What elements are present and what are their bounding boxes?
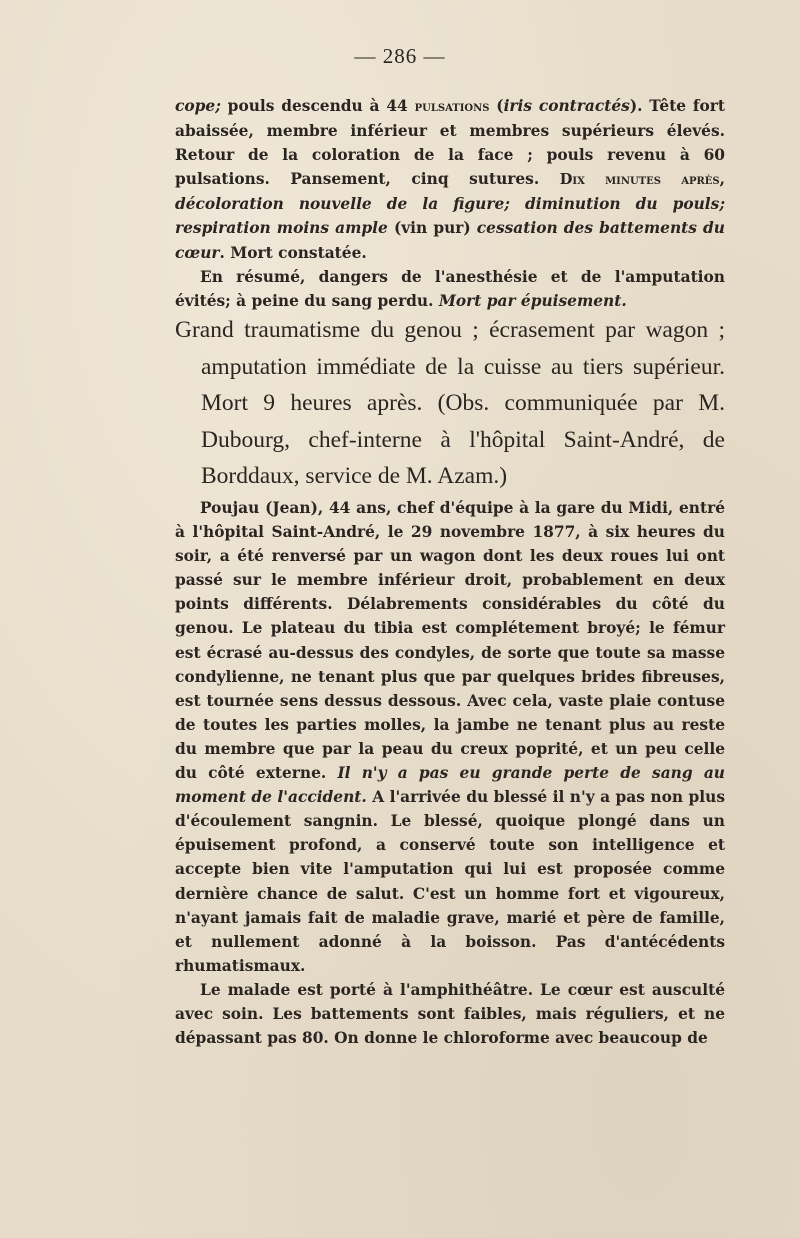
observation-heading: Grand traumatisme du genou ; écrasement par wagon ; amputation immédiate de la cuisse au tiers supérieur. Mort 9 heures après. (Obs. communiquée par M. Dubourg, chef-interne à l'hôpital Saint-André, de Borddaux, service de M. Azam.)	[175, 317, 725, 489]
text-italic: décoloration nouvelle de la figure; diminution du pouls; respiration moins ample	[175, 195, 725, 238]
text-run: A l'arrivée du blessé il n'y a pas non plus d'écoulement sangnin. Le blessé, quoique plongé dans un épuisement profond, a conservé toute son intelligence et accepte bien vite l'amputation qui lui est proposée comme dernière chance de salut. C'est un homme fort et vigoureux, n'ayant jamais fait de maladie grave, marié et père de famille, et nullement adonné à la boisson. Pas d'antécédents rhumatismaux.	[175, 788, 725, 975]
text-run: (vin pur)	[387, 219, 477, 238]
text-run: (	[489, 97, 504, 115]
text-run: ). Tête fort abaissée, membre inférieur et membres supérieurs élevés. Retour de la coloration de la face ; pouls revenu à 60 pulsations. Pansement, cinq sutures.	[175, 97, 726, 189]
observation-text	[175, 496, 725, 1050]
text-run: pouls descendu à 44	[220, 97, 415, 115]
text-italic: cessation des battements du cœur	[175, 219, 725, 262]
text-italic: Mort par épuisement.	[438, 291, 627, 310]
text-italic: cope;	[175, 97, 221, 115]
text-run: En résumé, dangers de l'anesthésie et de l'amputation évités; à peine du sang perdu.	[175, 267, 725, 310]
text-run: ,	[719, 170, 726, 189]
continuation-paragraph	[175, 94, 725, 265]
text-italic: iris contractés	[503, 97, 630, 115]
text-smallcaps: pulsations	[414, 98, 490, 115]
summary-paragraph	[175, 265, 725, 313]
continuation-text	[175, 94, 725, 313]
text-smallcaps: Dix minutes après	[559, 171, 720, 189]
text-run: Poujau (Jean), 44 ans, chef d'équipe à la gare du Midi, entré à l'hôpital Saint-André, le 29 novembre 1877, à six heures du soir, a été renversé par un wagon dont les deux roues lui ont passé sur le membre inférieur droit, probablement en deux points différents. Délabrements considérables du côté du genou. Le plateau du tibia est complétement broyé; le fémur est écrasé au-dessus des condyles, de sorte que toute sa masse condylienne, ne tenant plus que par quelques brides fibreuses, est tournée sens dessus dessous. Avec cela, vaste plaie contuse de toutes les parties molles, la jambe ne tenant plus au reste du membre que par la peau du creux poprité, et un peu celle du côté externe.	[175, 499, 725, 783]
observation-paragraph-2: Le malade est porté à l'amphithéâtre. Le cœur est ausculté avec soin. Les battements sont faibles, mais réguliers, et ne dépassant pas 80. On donne le chloroforme avec beaucoup de	[175, 980, 725, 1048]
page-number: — 286 —	[354, 44, 446, 68]
text-run: . Mort constatée.	[219, 243, 367, 262]
observation-paragraph-1	[175, 496, 725, 978]
text-italic: Il n'y a pas eu grande perte de sang au moment de l'accident.	[175, 764, 725, 807]
